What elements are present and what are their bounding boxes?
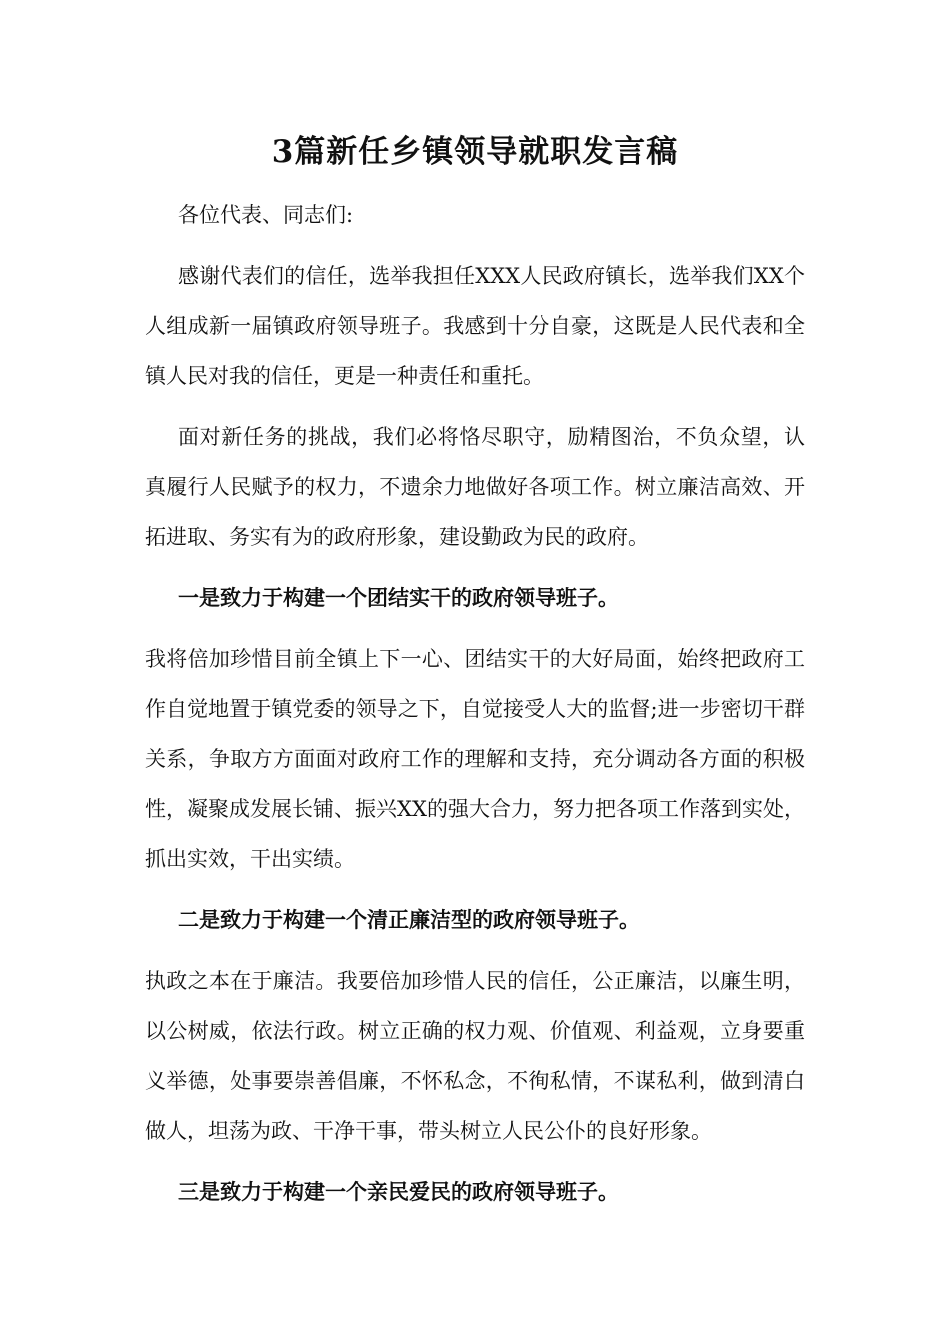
document-title: 3篇新任乡镇领导就职发言稿 <box>271 134 679 170</box>
section-heading-unity: 一是致力于构建一个团结实干的政府领导班子。 <box>178 585 619 610</box>
paragraph-integrity: 执政之本在于廉洁。我要倍加珍惜人民的信任，公正廉洁，以廉生明，以公树威，依法行政。树立正确的权力观、价值观、利益观，立身要重义举德，处事要崇善倡廉，不怀私念，不徇私情，不谋私利，做到清白做人，坦荡为政、干净干事，带头树立人民公仆的良好形象。 <box>145 969 805 1143</box>
greeting: 各位代表、同志们: <box>178 203 354 227</box>
document-body <box>145 190 805 1228</box>
paragraph-unity: 我将倍加珍惜目前全镇上下一心、团结实干的大好局面，始终把政府工作自觉地置于镇党委的领导之下，自觉接受人大的监督;进一步密切干群关系，争取方方面面对政府工作的理解和支持，充分调动各方面的积极性，凝聚成发展长铺、振兴XX的强大合力，努力把各项工作落到实处，抓出实效，干出实绩。 <box>145 647 805 871</box>
paragraph-thanks: 感谢代表们的信任，选举我担任XXX人民政府镇长，选举我们XX个人组成新一届镇政府领导班子。我感到十分自豪，这既是人民代表和全镇人民对我的信任，更是一种责任和重托。 <box>145 264 805 388</box>
section-heading-integrity: 二是致力于构建一个清正廉洁型的政府领导班子。 <box>178 907 640 932</box>
section-heading-people: 三是致力于构建一个亲民爱民的政府领导班子。 <box>178 1179 619 1204</box>
paragraph-commitment: 面对新任务的挑战，我们必将恪尽职守，励精图治，不负众望，认真履行人民赋予的权力，不遗余力地做好各项工作。树立廉洁高效、开拓进取、务实有为的政府形象，建设勤政为民的政府。 <box>145 425 805 549</box>
